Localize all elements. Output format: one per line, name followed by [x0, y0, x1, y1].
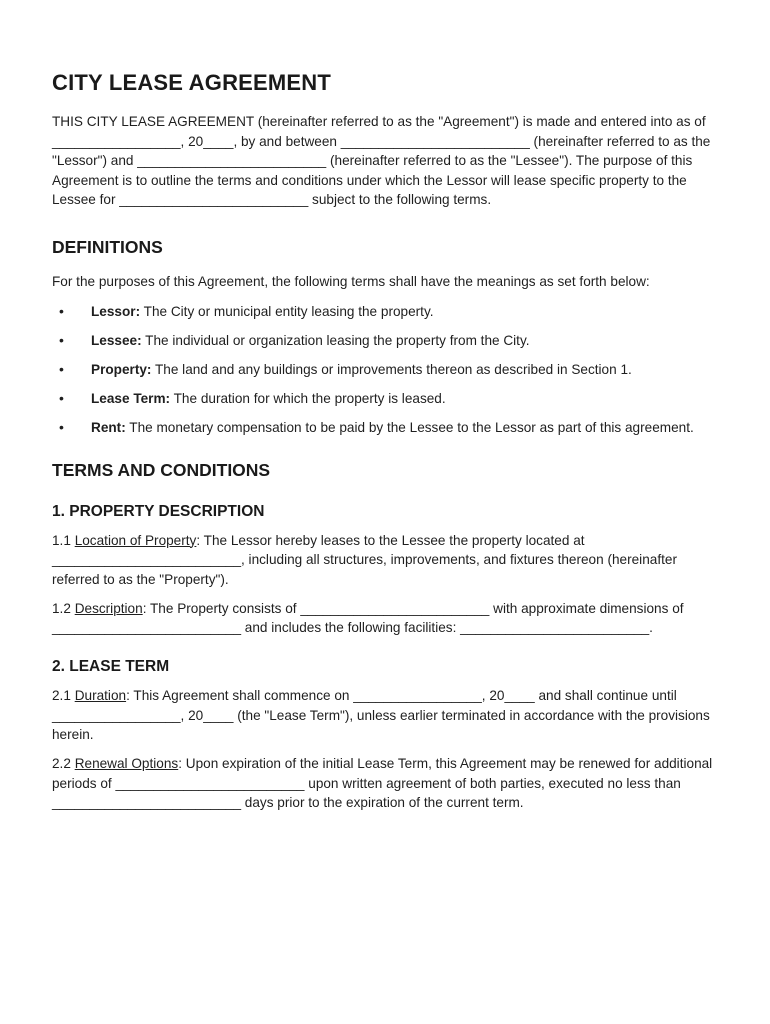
definition-text: The individual or organization leasing the property from the City.	[141, 332, 530, 348]
clause-label: Description	[74, 600, 143, 616]
terms-heading: TERMS AND CONDITIONS	[52, 459, 271, 480]
definition-item-lessee	[52, 331, 718, 351]
clause-1-2	[52, 599, 718, 638]
definition-term: Rent:	[91, 419, 126, 435]
definitions-intro: For the purposes of this Agreement, the following terms shall have the meanings as set forth below:	[52, 273, 650, 289]
definition-item-lessor	[52, 302, 718, 322]
definition-text: The monetary compensation to be paid by the Lessee to the Lessor as part of this agreement.	[125, 419, 694, 435]
definition-item-rent	[52, 418, 718, 438]
definition-text: The duration for which the property is leased.	[170, 390, 446, 406]
bullet-icon: •	[59, 302, 64, 319]
clause-text: : The Property consists of _________________________ with approximate dimensions of _________________________ and includes the following facilities: _________________________.	[52, 600, 684, 636]
clause-number: 2.1	[52, 688, 75, 703]
clause-number: 2.2	[52, 756, 75, 772]
clause-text: : Upon expiration of the initial Lease Term, this Agreement may be renewed for additional periods of _________________________ upon written agreement of both parties, executed no less than _________________________ days prior to the expiration of the current term.	[52, 756, 713, 811]
clause-label: Renewal Options	[74, 756, 179, 772]
clause-number: 1.1	[52, 532, 75, 548]
document-page	[52, 70, 718, 823]
definition-text: The City or municipal entity leasing the property.	[140, 303, 434, 319]
bullet-icon: •	[59, 360, 64, 377]
document-title: CITY LEASE AGREEMENT	[52, 70, 332, 95]
definition-text: The land and any buildings or improvements thereon as described in Section 1.	[151, 361, 632, 377]
clause-1-1	[52, 531, 718, 590]
bullet-icon: •	[59, 389, 64, 406]
intro-paragraph: THIS CITY LEASE AGREEMENT (hereinafter referred to as the "Agreement") is made and entered into as of _________________, 20____, by and between _________________________ (hereinafter referred to as the "Lessor") and _________________________ (hereinafter referred to as the "Lessee"). The purpose of this Agreement is to outline the terms and conditions under which the Lessor will lease specific property to the Lessee for _________________________ subject to the following terms.	[52, 114, 711, 208]
definition-term: Lessee:	[91, 332, 142, 348]
bullet-icon: •	[59, 331, 64, 348]
clause-label: Duration	[74, 688, 127, 703]
section-heading-lease-term: 2. LEASE TERM	[52, 658, 170, 675]
definition-item-lease-term	[52, 389, 718, 409]
clause-label: Location of Property	[74, 532, 197, 548]
clause-2-2	[52, 754, 718, 813]
definition-term: Property:	[91, 361, 152, 377]
definitions-list	[52, 302, 718, 438]
bullet-icon: •	[59, 418, 64, 435]
clause-2-1	[52, 686, 718, 745]
clause-number: 1.2	[52, 600, 75, 616]
definitions-heading: DEFINITIONS	[52, 236, 163, 257]
section-heading-property-description: 1. PROPERTY DESCRIPTION	[52, 502, 265, 520]
definition-term: Lessor:	[91, 303, 141, 319]
clause-text: : The Lessor hereby leases to the Lessee the property located at _________________________, including all structures, improvements, and fixtures thereon (hereinafter referred to as the "Property").	[52, 532, 677, 587]
definition-item-property	[52, 360, 718, 380]
clause-text: : This Agreement shall commence on _________________, 20____ and shall continue until _________________, 20____ (the "Lease Term"), unless earlier terminated in accordance with the provisions herein.	[52, 688, 710, 743]
definition-term: Lease Term:	[91, 390, 171, 406]
